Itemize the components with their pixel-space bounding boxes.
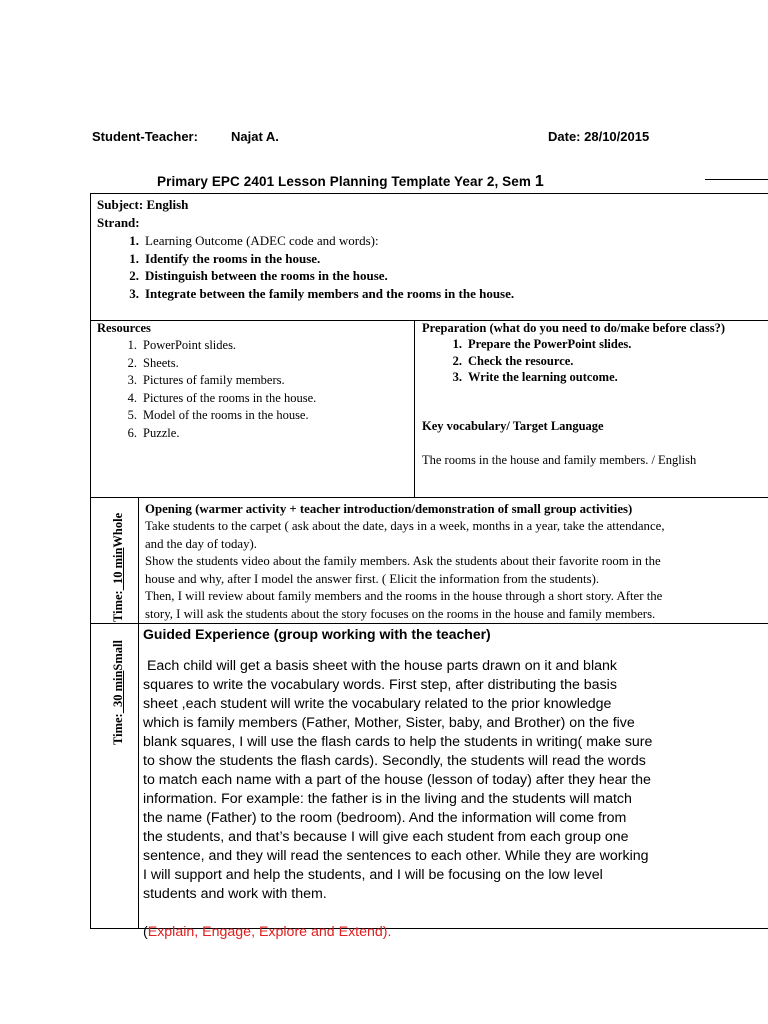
- guided-line: squares to write the vocabulary words. First step, after distributing the basis: [143, 677, 617, 693]
- guided-line: information. For example: the father is in the living and the students will match: [143, 791, 632, 807]
- preparation-list: [452, 336, 632, 386]
- opening-line: story, I will ask the students about the story focuses on the rooms in the house and family members.: [145, 606, 656, 621]
- subject-line: Subject: English: [97, 197, 189, 212]
- opening-line: Then, I will review about family members and the rooms in the house through a short story. After the: [145, 589, 663, 603]
- title-sem-number: 1: [534, 173, 544, 190]
- strand-line: Strand:: [97, 215, 140, 230]
- guided-line: I will support and help the students, and I will be focusing on the low level: [143, 867, 603, 883]
- outcome-item: 1. Learning Outcome (ADEC code and words):: [129, 233, 379, 248]
- guided-line: blank squares, I will use the flash cards to help the students in writing( make sure: [143, 734, 653, 750]
- preparation-heading: Preparation (what do you need to do/make before class?): [422, 321, 725, 335]
- resource-item: 2. Sheets.: [127, 355, 179, 370]
- student-teacher-name: Najat A.: [231, 129, 279, 144]
- title-text: Primary EPC 2401 Lesson Planning Template Year 2, Sem: [157, 174, 531, 189]
- opening-line: Take students to the carpet ( ask about the date, days in a week, months in a year, take the attendance,: [145, 519, 665, 533]
- side-column-divider: [138, 497, 139, 929]
- guided-time-label: Time: 30 minSmall: [111, 640, 125, 745]
- preparation-item: 1. Prepare the PowerPoint slides.: [452, 337, 632, 351]
- opening-body: [145, 518, 765, 623]
- preparation-item: 2. Check the resource.: [452, 353, 574, 368]
- guided-line: Each child will get a basis sheet with the house parts drawn on it and blank: [143, 658, 617, 674]
- opening-line: Show the students video about the family members. Ask the students about their favorite room in the: [145, 554, 661, 568]
- guided-line: to match each name with a part of the house (lesson of today) after they hear the: [143, 772, 651, 788]
- resource-item: 1. PowerPoint slides.: [127, 338, 237, 352]
- guided-body: [143, 657, 768, 942]
- opening-line: house and why, after I model the answer first. ( Elicit the information from the students).: [145, 571, 600, 586]
- page-title: [157, 173, 544, 191]
- preparation-item: 3. Write the learning outcome.: [452, 370, 618, 384]
- title-rule: [705, 179, 768, 180]
- resource-item: 5. Model of the rooms in the house.: [127, 408, 309, 422]
- outcome-item: 3. Integrate between the family members and the rooms in the house.: [129, 285, 515, 301]
- outcome-list: [129, 232, 515, 302]
- resources-divider: [414, 320, 415, 498]
- outcome-item: 2. Distinguish between the rooms in the house.: [129, 268, 388, 283]
- guided-engage-line: (Explain, Engage, Explore and Extend).: [143, 924, 392, 940]
- resources-list: [127, 337, 317, 442]
- guided-line: to show the students the flash cards). Secondly, the students will read the words: [143, 753, 646, 769]
- table-top-border: [90, 193, 768, 194]
- opening-line: and the day of today).: [145, 536, 257, 551]
- vocab-text: The rooms in the house and family members. / English: [422, 453, 697, 467]
- table-left-border: [90, 193, 91, 929]
- guided-line: sentence, and they will read the sentences to each other. While they are working: [143, 848, 649, 864]
- student-teacher-label: Student-Teacher:: [92, 129, 198, 144]
- outcome-item: 1. Identify the rooms in the house.: [129, 250, 321, 266]
- guided-heading: Guided Experience (group working with the teacher): [143, 626, 491, 642]
- guided-line: sheet ,each student will write the vocabulary related to the prior knowledge: [143, 696, 612, 712]
- resource-item: 6. Puzzle.: [127, 425, 180, 440]
- vocab-heading: Key vocabulary/ Target Language: [422, 419, 604, 433]
- guided-line: students and work with them.: [143, 886, 327, 902]
- opening-time-label: Time: 10 minWhole: [111, 512, 125, 622]
- resources-bottom-border: [90, 497, 768, 498]
- guided-line: which is family members (Father, Mother, Sister, baby, and Brother) on the five: [143, 715, 635, 731]
- opening-heading: Opening (warmer activity + teacher introduction/demonstration of small group activities): [145, 502, 633, 516]
- guided-line: the name (Father) to the room (bedroom). And the information will come from: [143, 810, 627, 826]
- resource-item: 3. Pictures of family members.: [127, 373, 285, 387]
- resource-item: 4. Pictures of the rooms in the house.: [127, 390, 317, 405]
- lesson-date: Date: 28/10/2015: [548, 129, 650, 144]
- engage-red-text: Explain, Engage, Explore and Extend).: [147, 924, 392, 940]
- resources-heading: Resources: [97, 321, 151, 335]
- opening-bottom-border: [90, 623, 768, 624]
- guided-line: the students, and that’s because I will give each student from each group one: [143, 829, 629, 845]
